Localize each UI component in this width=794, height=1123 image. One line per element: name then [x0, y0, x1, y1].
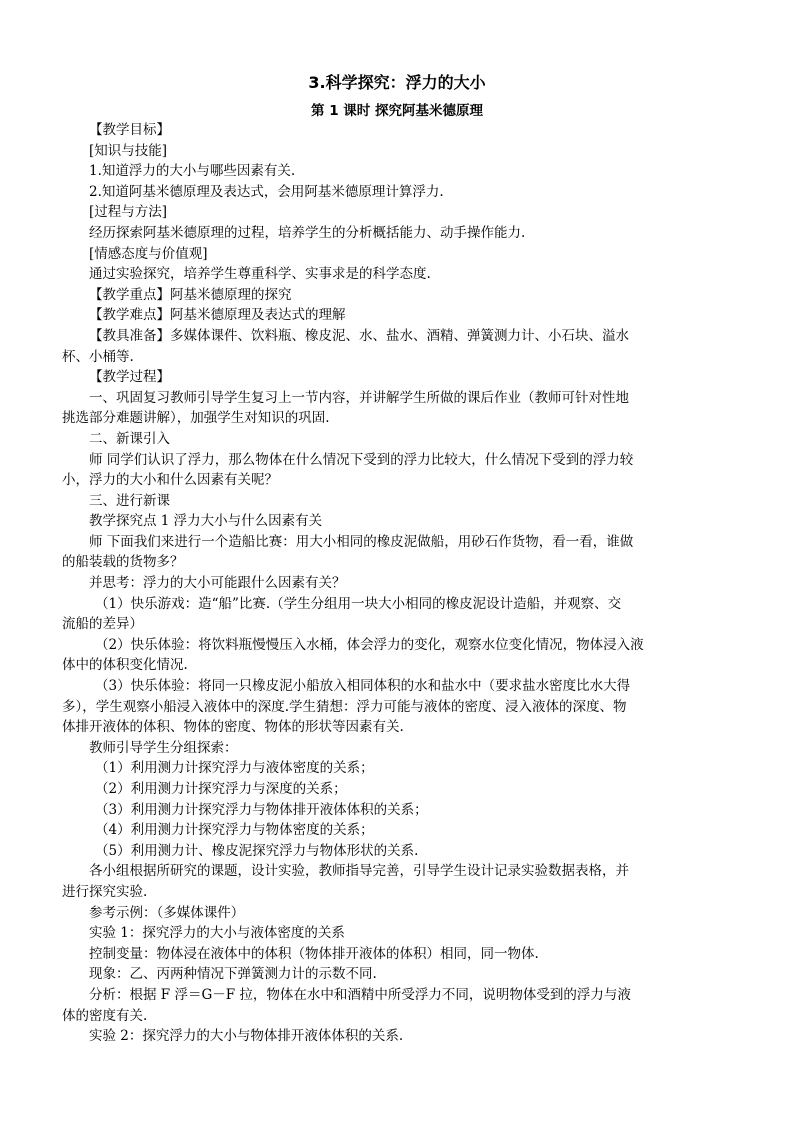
- body-line: 教学探究点 1 浮力大小与什么因素有关: [89, 513, 323, 530]
- list-item: （2）快乐体验：将饮料瓶慢慢压入水桶，体会浮力的变化，观察水位变化情况，物体浸入液: [95, 636, 644, 653]
- body-line: 三、进行新课: [89, 492, 170, 509]
- body-line-continued: 的船装载的货物多？: [62, 554, 184, 571]
- body-line-continued: 多），学生观察小船浸入液体中的深度.学生猜想：浮力可能与液体的密度、浸入液体的深度、物: [62, 698, 627, 715]
- subheading-process: [过程与方法]: [89, 204, 168, 221]
- body-line: 参考示例：（多媒体课件）: [89, 904, 245, 921]
- body-line: 各小组根据所研究的课题，设计实验，教师指导完善，引导学生设计记录实验数据表格，并: [89, 863, 629, 880]
- body-line: 教师引导学生分组探索：: [89, 739, 238, 756]
- body-line: 一、巩固复习教师引导学生复习上一节内容，并讲解学生所做的课后作业（教师可针对性地: [89, 389, 629, 406]
- subheading-knowledge: [知识与技能]: [89, 142, 168, 159]
- body-line-continued: 体排开液体的体积、物体的密度、物体的形状等因素有关.: [62, 719, 404, 736]
- body-line: 1.知道浮力的大小与哪些因素有关.: [89, 163, 296, 180]
- list-item: （2）利用测力计探究浮力与深度的关系；: [95, 781, 347, 797]
- body-line: 并思考：浮力的大小可能跟什么因素有关？: [89, 575, 346, 592]
- body-line: 二、新课引入: [89, 430, 170, 447]
- body-line: 实验 2：探究浮力的大小与物体排开液体体积的关系.: [89, 1028, 404, 1045]
- document-title: 3.科学探究：浮力的大小: [308, 73, 486, 92]
- list-item: （1）快乐游戏：造“船”比赛.（学生分组用一块大小相同的橡皮泥设计造船，并观察、交: [95, 595, 622, 612]
- section-heading-process: 【教学过程】: [89, 369, 170, 386]
- document-subtitle: 第 1 课时 探究阿基米德原理: [311, 103, 483, 119]
- body-line-continued: 流船的差异）: [62, 616, 143, 633]
- section-heading-materials: 【教具准备】多媒体课件、饮料瓶、橡皮泥、水、盐水、酒精、弹簧测力计、小石块、溢水: [89, 327, 629, 344]
- section-heading-objectives: 【教学目标】: [89, 122, 170, 138]
- body-line: 经历探索阿基米德原理的过程，培养学生的分析概括能力、动手操作能力.: [89, 224, 526, 241]
- list-item: （3）快乐体验：将同一只橡皮泥小船放入相同体积的水和盐水中（要求盐水密度比水大得: [95, 678, 631, 695]
- body-line: 师 同学们认识了浮力，那么物体在什么情况下受到的浮力比较大，什么情况下受到的浮力较: [89, 451, 634, 468]
- body-line-continued: 小，浮力的大小和什么因素有关呢？: [62, 472, 278, 489]
- body-line: 2.知道阿基米德原理及表达式，会用阿基米德原理计算浮力.: [89, 183, 444, 200]
- body-line-continued: 杯、小桶等.: [62, 348, 134, 365]
- section-heading-difficulty: 【教学难点】阿基米德原理及表达式的理解: [89, 307, 346, 324]
- document-body: [62, 120, 734, 1047]
- section-heading-key-point: 【教学重点】阿基米德原理的探究: [89, 286, 292, 303]
- body-line-continued: 挑选部分难题讲解），加强学生对知识的巩固.: [62, 410, 330, 427]
- body-line: 分析：根据 F 浮＝G－F 拉，物体在水中和酒精中所受浮力不同，说明物体受到的浮力与液: [89, 986, 631, 1003]
- list-item: （3）利用测力计探究浮力与物体排开液体体积的关系；: [95, 801, 428, 818]
- body-line: 通过实验探究，培养学生尊重科学、实事求是的科学态度.: [89, 266, 431, 283]
- body-line: 师 下面我们来进行一个造船比赛：用大小相同的橡皮泥做船，用砂石作货物，看一看，谁做: [89, 533, 634, 550]
- body-line-continued: 体中的体积变化情况.: [62, 657, 188, 674]
- body-line: 实验 1：探究浮力的大小与液体密度的关系: [89, 925, 345, 942]
- list-item: （4）利用测力计探究浮力与物体密度的关系；: [95, 822, 374, 839]
- list-item: （1）利用测力计探究浮力与液体密度的关系；: [95, 760, 374, 777]
- body-line-continued: 进行探究实验.: [62, 883, 148, 900]
- body-line: 现象：乙、丙两种情况下弹簧测力计的示数不同.: [89, 966, 377, 983]
- body-line-continued: 体的密度有关.: [62, 1007, 148, 1024]
- body-line: 控制变量：物体浸在液体中的体积（物体排开液体的体积）相同，同一物体.: [89, 945, 539, 962]
- list-item: （5）利用测力计、橡皮泥探究浮力与物体形状的关系.: [95, 842, 419, 859]
- subheading-attitude: [情感态度与价值观]: [89, 245, 208, 262]
